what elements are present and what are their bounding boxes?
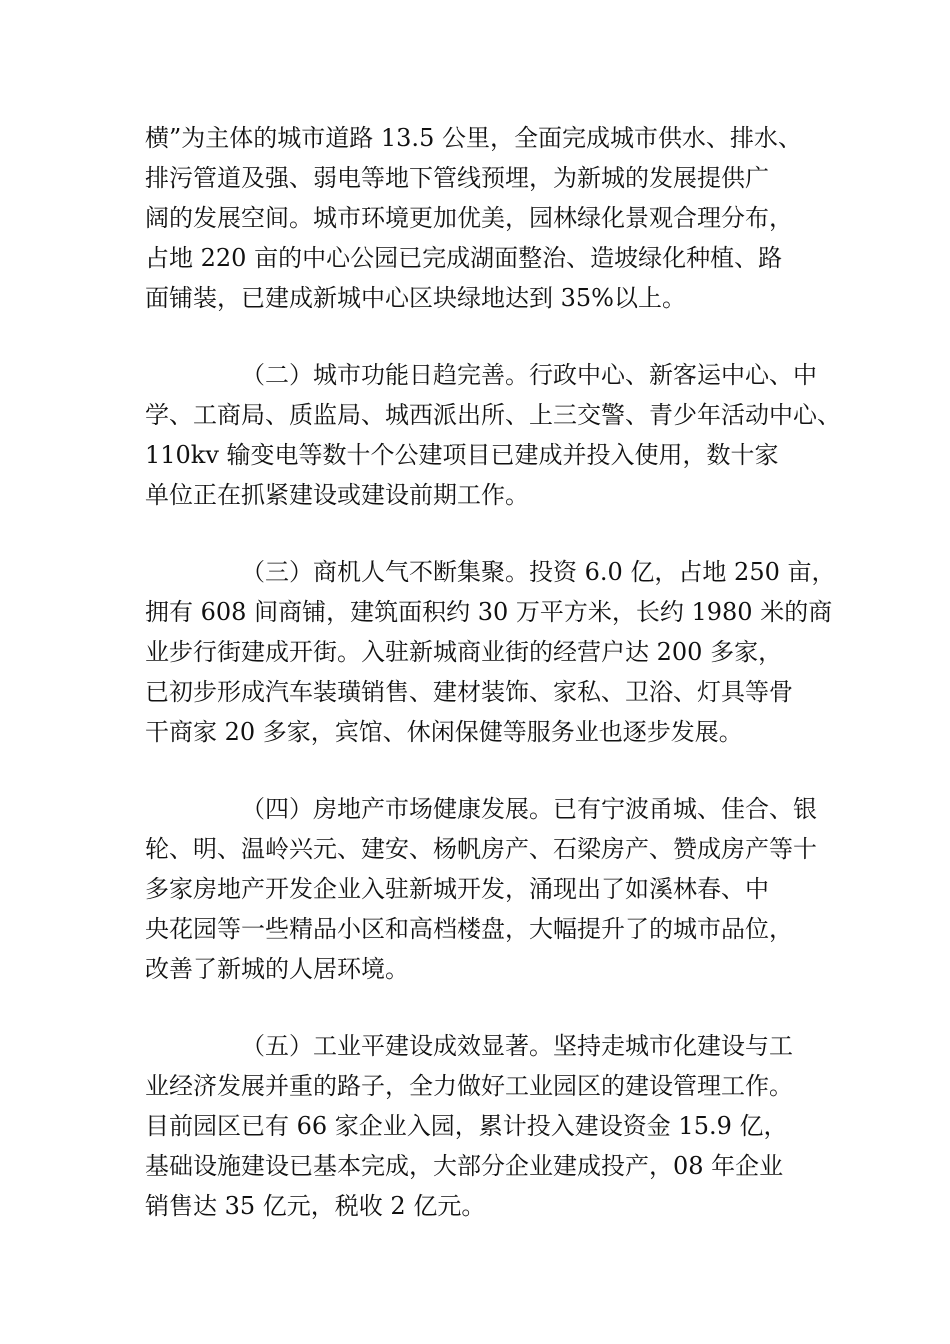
text-line: （四）房地产市场健康发展。已有宁波甬城、佳合、银 xyxy=(241,795,817,823)
paragraph-2 xyxy=(145,355,841,515)
text-line: 央花园等一些精品小区和高档楼盘，大幅提升了的城市品位， xyxy=(145,915,793,943)
text-line: 已初步形成汽车装璜销售、建材装饰、家私、卫浴、灯具等骨 xyxy=(145,678,793,706)
text-line: 业经济发展并重的路子，全力做好工业园区的建设管理工作。 xyxy=(145,1072,793,1100)
text-line: 排污管道及强、弱电等地下管线预埋，为新城的发展提供广 xyxy=(145,164,769,192)
text-line: 业步行街建成开街。入驻新城商业街的经营户达 200 多家， xyxy=(145,638,783,666)
paragraph-5 xyxy=(145,1026,810,1226)
text-line: 学、工商局、质监局、城西派出所、上三交警、青少年活动中心、 xyxy=(145,401,841,429)
text-line: 占地 220 亩的中心公园已完成湖面整治、造坡绿化种植、路 xyxy=(145,244,783,272)
text-line: 面铺装，已建成新城中心区块绿地达到 35%以上。 xyxy=(145,284,686,312)
document-body xyxy=(145,118,841,1226)
text-line: 目前园区已有 66 家企业入园，累计投入建设资金 15.9 亿， xyxy=(145,1112,788,1140)
text-line: 多家房地产开发企业入驻新城开发，涌现出了如溪林春、中 xyxy=(145,875,769,903)
text-line: （三）商机人气不断集聚。投资 6.0 亿，占地 250 亩， xyxy=(241,558,836,586)
text-line: （五）工业平建设成效显著。坚持走城市化建设与工 xyxy=(241,1032,793,1060)
paragraph-4 xyxy=(145,789,817,989)
paragraph-3 xyxy=(145,552,836,752)
text-line: 110kv 输变电等数十个公建项目已建成并投入使用，数十家 xyxy=(145,441,779,469)
text-line: 轮、明、温岭兴元、建安、杨帆房产、石梁房产、赞成房产等十 xyxy=(145,835,817,863)
text-line: 单位正在抓紧建设或建设前期工作。 xyxy=(145,481,529,509)
text-line: 拥有 608 间商铺，建筑面积约 30 万平方米，长约 1980 米的商 xyxy=(145,598,833,626)
text-line: 阔的发展空间。城市环境更加优美，园林绿化景观合理分布， xyxy=(145,204,793,232)
text-line: 干商家 20 多家，宾馆、休闲保健等服务业也逐步发展。 xyxy=(145,718,743,746)
text-line: 横”为主体的城市道路 13.5 公里，全面完成城市供水、排水、 xyxy=(145,124,802,152)
paragraph-1 xyxy=(145,118,810,318)
text-line: （二）城市功能日趋完善。行政中心、新客运中心、中 xyxy=(241,361,817,389)
text-line: 改善了新城的人居环境。 xyxy=(145,955,409,983)
text-line: 基础设施建设已基本完成，大部分企业建成投产，08 年企业 xyxy=(145,1152,784,1180)
text-line: 销售达 35 亿元，税收 2 亿元。 xyxy=(145,1192,486,1220)
